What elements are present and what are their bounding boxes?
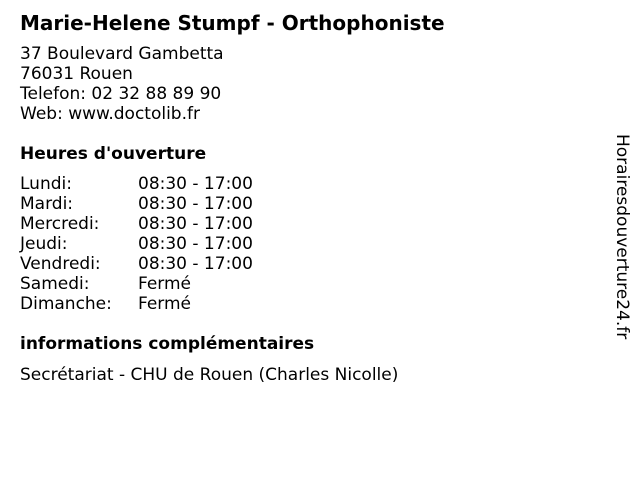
hours-day: Mercredi: <box>20 214 100 234</box>
hours-day: Vendredi: <box>20 254 101 274</box>
hours-time: 08:30 - 17:00 <box>138 194 253 214</box>
hours-day: Mardi: <box>20 194 74 214</box>
business-name: Marie-Helene Stumpf - Orthophoniste <box>20 11 445 35</box>
hours-day: Jeudi: <box>20 234 68 254</box>
hours-time: 08:30 - 17:00 <box>138 174 253 194</box>
website: Web: www.doctolib.fr <box>20 104 200 124</box>
contact-block <box>20 44 224 124</box>
hours-row <box>20 214 253 234</box>
hours-row <box>20 274 253 294</box>
hours-time: 08:30 - 17:00 <box>138 254 253 274</box>
hours-row <box>20 294 253 314</box>
hours-row <box>20 194 253 214</box>
hours-heading: Heures d'ouverture <box>20 144 207 164</box>
phone-number: Telefon: 02 32 88 89 90 <box>20 84 222 104</box>
hours-row <box>20 174 253 194</box>
hours-day: Lundi: <box>20 174 72 194</box>
hours-table <box>20 174 253 314</box>
hours-day: Dimanche: <box>20 294 112 314</box>
hours-row <box>20 254 253 274</box>
hours-time: Fermé <box>138 294 192 314</box>
hours-time: 08:30 - 17:00 <box>138 214 253 234</box>
info-text: Secrétariat - CHU de Rouen (Charles Nicolle) <box>20 365 399 385</box>
hours-time: 08:30 - 17:00 <box>138 234 253 254</box>
street-address: 37 Boulevard Gambetta <box>20 44 224 64</box>
site-watermark: Horairesdouverture24.fr <box>612 134 632 340</box>
city-address: 76031 Rouen <box>20 64 133 84</box>
hours-row <box>20 234 253 254</box>
hours-time: Fermé <box>138 274 192 294</box>
hours-day: Samedi: <box>20 274 90 294</box>
info-heading: informations complémentaires <box>20 334 315 354</box>
